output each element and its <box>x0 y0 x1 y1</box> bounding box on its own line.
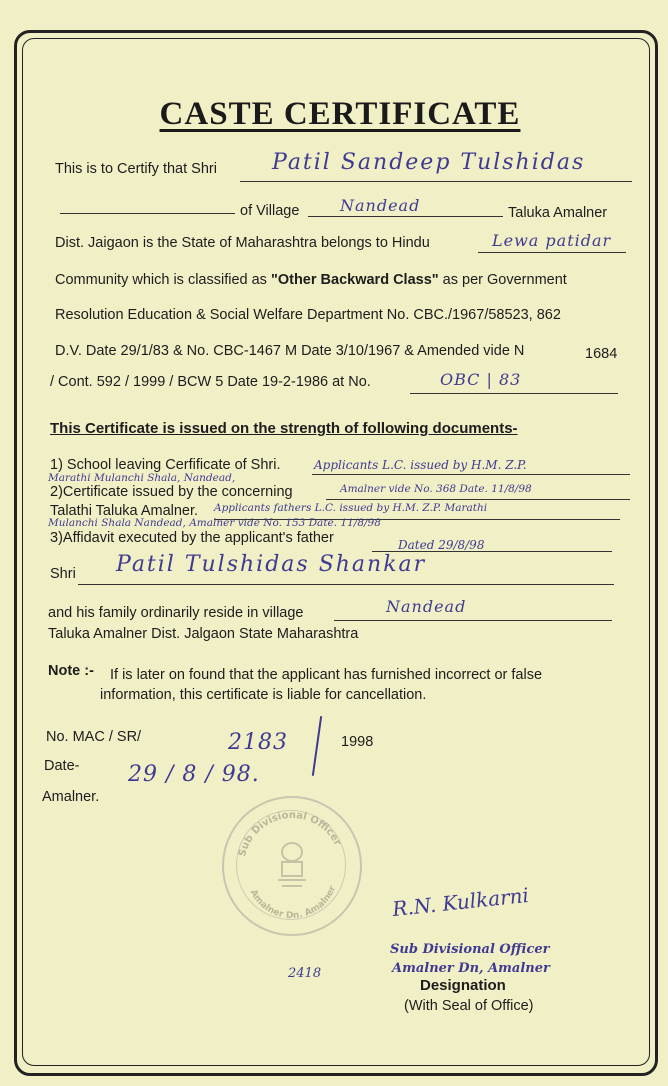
shri-label: Shri <box>50 566 76 582</box>
community-text: Community which is classified as "Other Backward Class" as per Government <box>55 272 567 288</box>
doc3-text: 3)Affidavit executed by the applicant's father <box>50 530 334 546</box>
place-text: Amalner. <box>42 789 100 805</box>
cont-text: / Cont. 592 / 1999 / BCW 5 Date 19-2-1986 at No. <box>50 374 371 390</box>
obc-line <box>410 393 618 394</box>
doc1-hw-c: Amalner vide No. 368 Date. 11/8/98 <box>340 483 532 495</box>
village-line <box>308 216 503 217</box>
certify-text: This is to Certify that Shri <box>55 161 217 177</box>
father-name: Patil Tulshidas Shankar <box>116 552 427 577</box>
of-village-text: of Village <box>240 203 300 219</box>
mac-sr-number: 2183 <box>228 730 288 755</box>
doc3-hw: Dated 29/8/98 <box>398 538 485 552</box>
note-text-1: If is later on found that the applicant has furnished incorrect or false <box>110 667 543 683</box>
certificate-title: CASTE CERTIFICATE <box>159 96 521 132</box>
documents-heading: This Certificate is issued on the strength of following documents- <box>50 420 518 437</box>
taluka-text: Taluka Amalner <box>508 205 608 221</box>
amended-number: 1684 <box>585 346 618 362</box>
name-line <box>240 181 632 182</box>
svg-text:Sub Divisional Officer <box>237 810 343 858</box>
doc2-hw-a: Applicants fathers L.C. issued by H.M. Z.P. Marathi <box>214 502 488 514</box>
initials-mark: 2418 <box>288 966 322 981</box>
note-label: Note :- <box>48 663 94 679</box>
doc2-text: 2)Certificate issued by the concerning <box>50 484 293 500</box>
doc2-talathi: Talathi Taluka Amalner. <box>50 503 199 519</box>
caste-line <box>478 252 626 253</box>
office-seal <box>222 796 362 936</box>
residence-village: Nandead <box>386 597 467 616</box>
resolution-text: Resolution Education & Social Welfare Department No. CBC./1967/58523, 862 <box>55 307 561 323</box>
date-label: Date- <box>44 758 80 774</box>
officer-signature: R.N. Kulkarni <box>391 882 530 922</box>
residence-text: and his family ordinarily reside in village <box>48 605 304 621</box>
officer-title: Sub Divisional Officer <box>390 942 550 957</box>
residence-line <box>334 620 612 621</box>
officer-office: Amalner Dn, Amalner <box>392 961 550 976</box>
dv-date-text: D.V. Date 29/1/83 & No. CBC-1467 M Date 3/10/1967 & Amended vide N <box>55 343 525 359</box>
doc1-hw-b: Marathi Mulanchi Shala, Nandead, <box>48 472 236 484</box>
svg-text:Amalner Dn. Amalner <box>248 884 339 921</box>
doc2-line <box>326 499 630 500</box>
father-line <box>78 584 614 585</box>
doc1-line <box>312 474 630 475</box>
date-value: 29 / 8 / 98. <box>128 762 260 787</box>
district-text: Dist. Jaigaon is the State of Maharashtra belongs to Hindu <box>55 235 430 251</box>
seal-text-ring <box>224 798 360 934</box>
caste-name: Lewa patidar <box>492 231 612 250</box>
seal-top-text: Sub Divisional Officer <box>236 809 343 858</box>
year-text: 1998 <box>341 734 374 750</box>
doc1-hw-a: Applicants L.C. issued by H.M. Z.P. <box>314 458 527 472</box>
mac-sr-label: No. MAC / SR/ <box>46 729 142 745</box>
designation-label: Designation <box>420 977 506 994</box>
obc-number: OBC | 83 <box>440 370 522 389</box>
blank-line <box>60 213 235 214</box>
note-text-2: information, this certificate is liable for cancellation. <box>100 687 427 703</box>
seal-bottom-text: Amalner Dn. Amalner <box>247 884 339 922</box>
applicant-name: Patil Sandeep Tulshidas <box>272 150 586 175</box>
residence-taluka: Taluka Amalner Dist. Jalgaon State Maharashtra <box>48 626 359 642</box>
village-name: Nandead <box>340 196 421 215</box>
doc1-text: 1) School leaving Cerfificate of Shri. <box>50 457 281 473</box>
doc2-hw-b: Mulanchi Shala Nandead, Amalner vide No. 153 Date. 11/8/98 <box>48 517 381 529</box>
with-seal-label: (With Seal of Office) <box>404 998 534 1014</box>
